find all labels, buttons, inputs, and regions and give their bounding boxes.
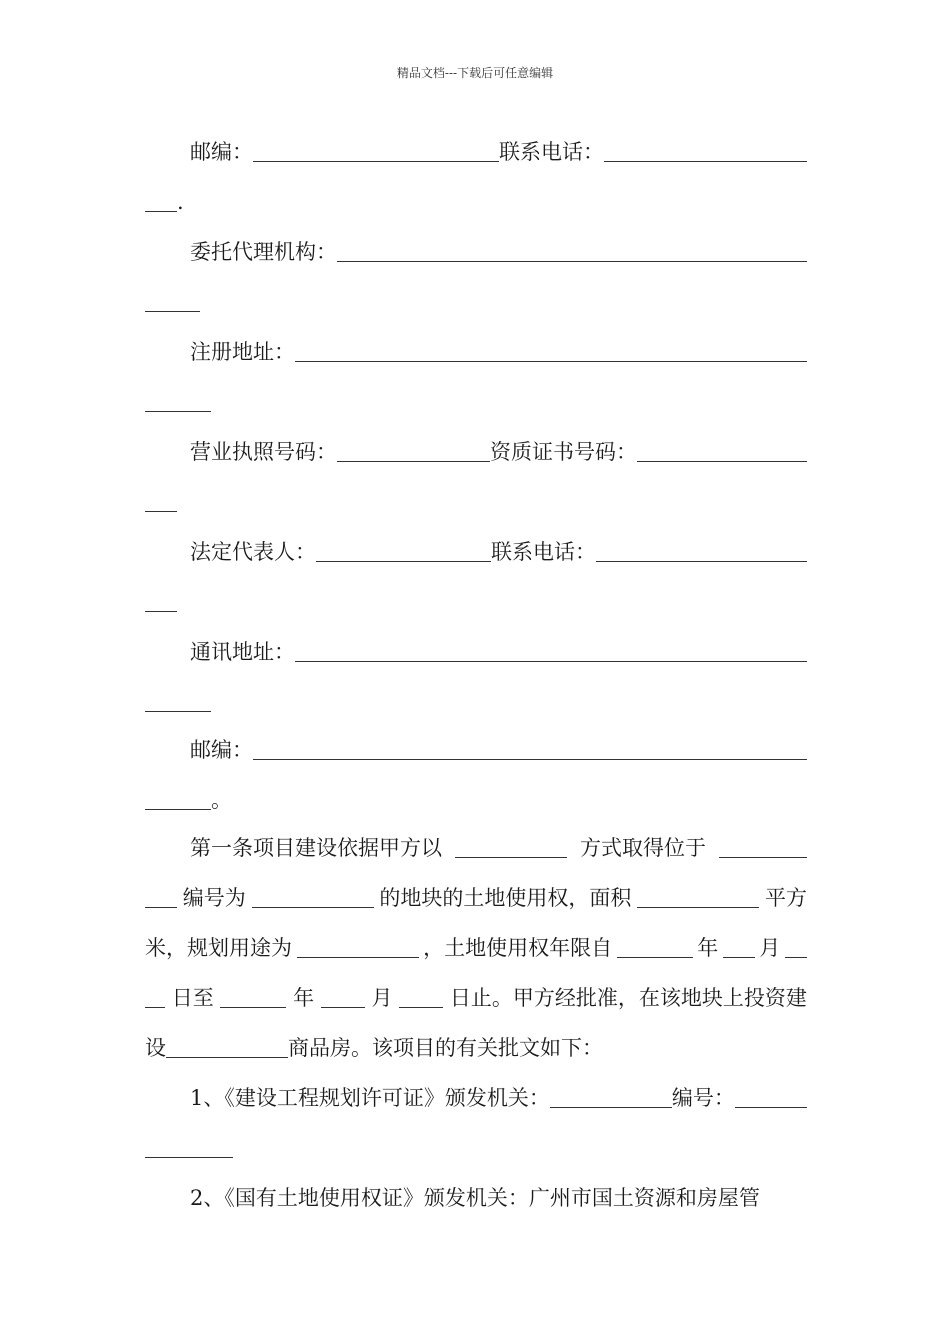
item1-no-label: 编号： (671, 1086, 735, 1110)
agency-label: 委托代理机构： (190, 240, 337, 264)
article1-text-day-end: 日止。甲方经批准，在该地块上投资建 (449, 986, 807, 1010)
phone-label-2: 联系电话： (491, 540, 596, 564)
postcode-blank-2[interactable] (253, 737, 807, 760)
article1-line1 (190, 833, 807, 863)
day-to-label: 日至 (171, 986, 214, 1010)
start-day-blank[interactable] (785, 935, 807, 958)
end-day-blank[interactable] (399, 985, 443, 1008)
qual-cert-no-label: 资质证书号码： (490, 440, 637, 464)
year-label-2: 年 (293, 986, 315, 1010)
acquire-method-blank[interactable] (455, 835, 567, 858)
phone-blank-cont[interactable] (145, 189, 177, 212)
agency-blank[interactable] (337, 239, 807, 262)
year-label: 年 (697, 936, 719, 960)
plot-no-blank[interactable] (252, 885, 374, 908)
article1-text-i: 商品房。该项目的有关批文如下： (288, 1036, 603, 1060)
start-day-blank-cont[interactable] (145, 985, 165, 1008)
postcode-phone-continuation (145, 187, 807, 217)
item1-continuation (145, 1133, 807, 1163)
article1-line3 (145, 933, 807, 963)
article1-text-b: 方式取得位于 (580, 836, 706, 860)
legal-rep-blank[interactable] (316, 539, 491, 562)
legal-rep-continuation (145, 587, 807, 617)
item1-line (190, 1083, 807, 1113)
reg-address-continuation (145, 387, 807, 417)
postcode-line-2 (190, 735, 807, 765)
legal-rep-label: 法定代表人： (190, 540, 316, 564)
agency-line (190, 237, 807, 267)
article1-text-a: 第一条项目建设依据甲方以 (190, 836, 442, 860)
phone-blank-2-cont[interactable] (145, 589, 177, 612)
location-blank[interactable] (719, 835, 807, 858)
reg-address-blank[interactable] (295, 339, 807, 362)
item1-authority-blank[interactable] (550, 1085, 672, 1108)
item1-no-blank[interactable] (735, 1085, 807, 1108)
license-no-label: 营业执照号码： (190, 440, 337, 464)
end-month-blank[interactable] (321, 985, 365, 1008)
reg-address-label: 注册地址： (190, 340, 295, 364)
article1-line4 (145, 983, 807, 1013)
article1-text-d: 的地块的土地使用权，面积 (379, 886, 632, 910)
article1-text-e: 平方 (764, 886, 807, 910)
postcode-blank[interactable] (253, 139, 499, 162)
start-year-blank[interactable] (617, 935, 693, 958)
license-no-blank[interactable] (337, 439, 490, 462)
mail-address-line (190, 637, 807, 667)
month-label: 月 (759, 936, 781, 960)
item1-prefix: 1、《建设工程规划许可证》颁发机关： (190, 1086, 550, 1110)
postcode-label: 邮编： (190, 140, 253, 164)
month-label-2: 月 (371, 986, 393, 1010)
article1-line5 (145, 1033, 807, 1063)
usage-blank[interactable] (297, 935, 419, 958)
postcode-phone-line (190, 137, 807, 167)
article1-text-h: 设 (145, 1036, 166, 1060)
mail-address-blank-cont[interactable] (145, 689, 211, 712)
page-header: 精品文档---下载后可任意编辑 (396, 66, 554, 80)
legal-rep-line (190, 537, 807, 567)
mail-address-continuation (145, 687, 807, 717)
qual-cert-no-blank[interactable] (637, 439, 807, 462)
license-cert-continuation (145, 487, 807, 517)
article1-text-g: ，土地使用权年限自 (423, 936, 613, 960)
license-cert-line (190, 437, 807, 467)
item2-line (190, 1183, 807, 1213)
item1-no-blank-cont[interactable] (145, 1135, 233, 1158)
end-year-blank[interactable] (220, 985, 286, 1008)
area-blank[interactable] (637, 885, 759, 908)
postcode-blank-2-cont[interactable] (145, 787, 211, 810)
project-name-blank[interactable] (166, 1035, 288, 1058)
dot: . (177, 190, 184, 214)
article1-text-c: 编号为 (182, 886, 246, 910)
mail-address-label: 通讯地址： (190, 640, 295, 664)
reg-address-blank-cont[interactable] (145, 389, 211, 412)
agency-continuation (145, 287, 807, 317)
phone-blank[interactable] (604, 139, 807, 162)
phone-label: 联系电话： (499, 140, 604, 164)
location-blank-cont[interactable] (145, 885, 177, 908)
postcode-2-continuation (145, 785, 807, 815)
article1-text-f: 米，规划用途为 (145, 936, 292, 960)
period: 。 (211, 788, 232, 812)
reg-address-line (190, 337, 807, 367)
qual-cert-no-blank-cont[interactable] (145, 489, 177, 512)
start-month-blank[interactable] (723, 935, 755, 958)
item2-text: 2、《国有土地使用权证》颁发机关：广州市国土资源和房屋管 (190, 1186, 760, 1210)
article1-line2 (145, 883, 807, 913)
postcode-label-2: 邮编： (190, 738, 253, 762)
agency-blank-cont[interactable] (145, 289, 200, 312)
mail-address-blank[interactable] (295, 639, 807, 662)
phone-blank-2[interactable] (596, 539, 807, 562)
